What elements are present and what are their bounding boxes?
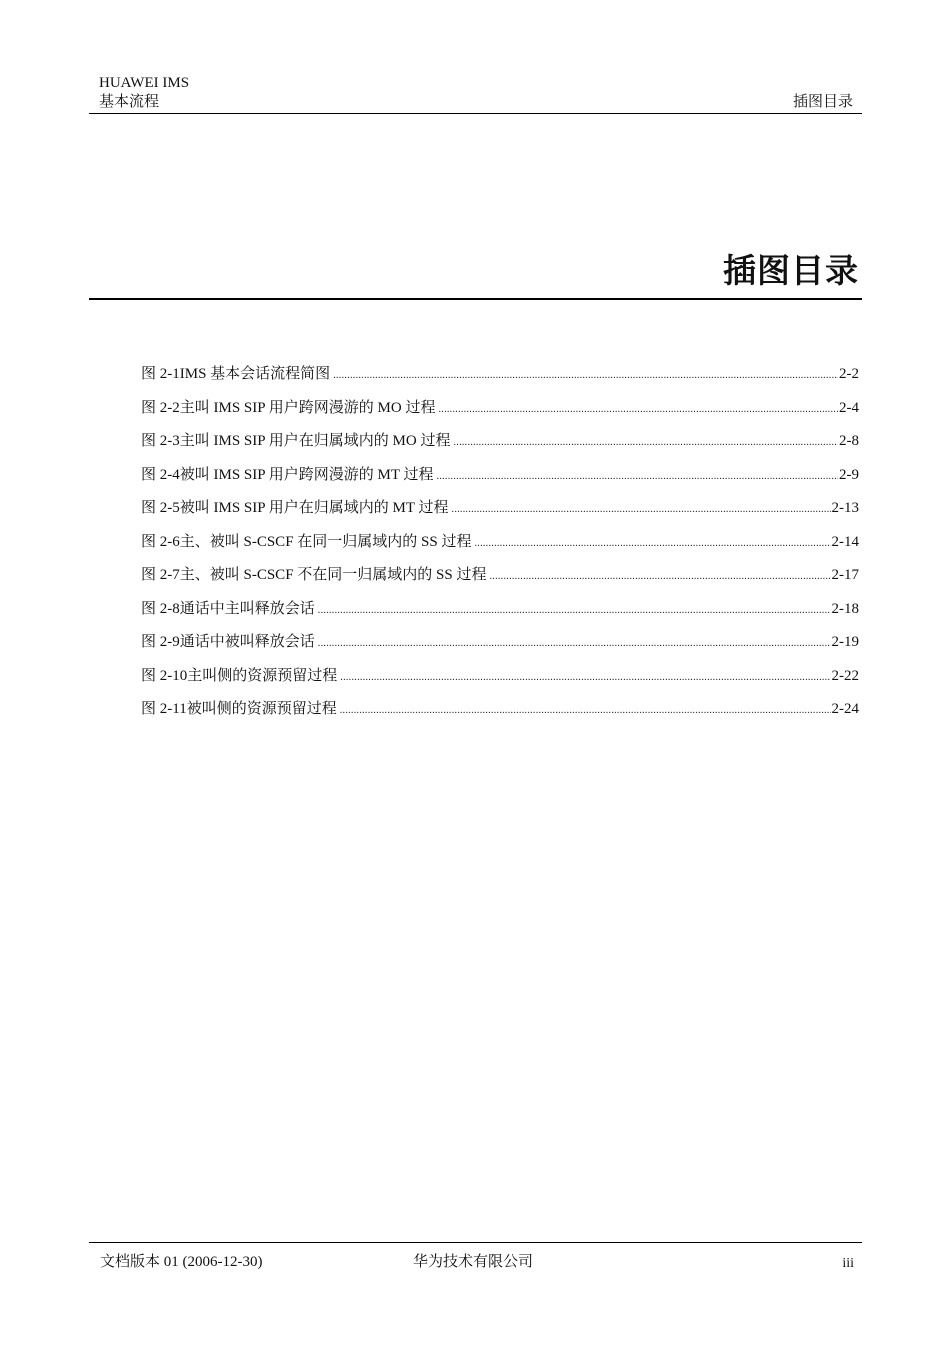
- toc-entry[interactable]: [141, 632, 859, 666]
- toc-entry-title: 被叫 IMS SIP 用户在归属域内的 MT 过程: [179, 500, 449, 516]
- toc-leader-dots: [474, 534, 830, 554]
- toc-entry[interactable]: [141, 398, 859, 432]
- toc-leader-dots: [489, 567, 830, 587]
- toc-entry[interactable]: [141, 666, 859, 700]
- toc-entry-title: 被叫侧的资源预留过程: [186, 701, 337, 717]
- toc-entry-page: 2-8: [839, 433, 859, 449]
- toc-entry[interactable]: [141, 465, 859, 499]
- toc-entry-number: 图 2-6: [141, 533, 180, 550]
- toc-leader-dots: [340, 701, 831, 721]
- toc-entry-number: 图 2-10: [141, 667, 188, 684]
- toc-entry-page: 2-22: [831, 667, 859, 684]
- header-subtitle: 基本流程: [99, 94, 160, 110]
- header-product: HUAWEI IMS: [99, 75, 190, 91]
- toc-entry-title: 主、被叫 S-CSCF 在同一归属域内的 SS 过程: [179, 533, 472, 550]
- footer-company: 华为技术有限公司: [413, 1254, 534, 1270]
- toc-entry-number: 图 2-5: [141, 500, 180, 516]
- page-title-text: 插图目录: [723, 251, 859, 290]
- toc-entry-page: 2-13: [831, 500, 859, 516]
- toc-entry[interactable]: [141, 364, 859, 398]
- figure-list: [141, 364, 859, 733]
- header-section: 插图目录: [792, 94, 853, 110]
- toc-entry-number: 图 2-2: [141, 399, 180, 416]
- toc-leader-dots: [437, 467, 838, 487]
- page-title: [89, 250, 862, 300]
- toc-entry-number: 图 2-3: [141, 433, 180, 449]
- toc-entry[interactable]: [141, 699, 859, 733]
- toc-entry-title: 通话中被叫释放会话: [179, 634, 315, 650]
- toc-entry-page: 2-19: [831, 634, 859, 650]
- toc-leader-dots: [452, 500, 831, 520]
- page-footer: [89, 1242, 862, 1273]
- toc-entry-title: IMS 基本会话流程简图: [179, 366, 331, 382]
- toc-entry-page: 2-14: [831, 533, 859, 550]
- toc-entry-number: 图 2-9: [141, 634, 180, 650]
- toc-entry-number: 图 2-4: [141, 466, 180, 483]
- toc-entry-page: 2-24: [831, 701, 859, 717]
- toc-entry-title: 主、被叫 S-CSCF 不在同一归属域内的 SS 过程: [179, 567, 487, 583]
- toc-entry-number: 图 2-11: [141, 701, 187, 717]
- toc-entry-page: 2-4: [839, 399, 859, 416]
- toc-entry-page: 2-18: [831, 600, 859, 617]
- toc-leader-dots: [333, 366, 838, 386]
- toc-leader-dots: [318, 634, 831, 654]
- toc-entry-title: 通话中主叫释放会话: [179, 600, 315, 617]
- toc-entry-title: 主叫 IMS SIP 用户在归属域内的 MO 过程: [179, 433, 451, 449]
- toc-entry-page: 2-2: [839, 366, 859, 382]
- toc-entry[interactable]: [141, 565, 859, 599]
- footer-page-number: iii: [842, 1256, 854, 1271]
- toc-entry-title: 主叫 IMS SIP 用户跨网漫游的 MO 过程: [179, 399, 436, 416]
- toc-entry-number: 图 2-8: [141, 600, 180, 617]
- page-header: [89, 74, 862, 114]
- toc-leader-dots: [438, 400, 838, 420]
- toc-leader-dots: [318, 601, 831, 621]
- toc-entry[interactable]: [141, 498, 859, 532]
- toc-leader-dots: [453, 433, 838, 453]
- toc-entry-title: 被叫 IMS SIP 用户跨网漫游的 MT 过程: [179, 466, 434, 483]
- footer-document-version: 文档版本 01 (2006-12-30): [100, 1254, 263, 1270]
- toc-entry-page: 2-9: [839, 466, 859, 483]
- toc-entry-number: 图 2-1: [141, 366, 180, 382]
- toc-entry[interactable]: [141, 431, 859, 465]
- toc-entry[interactable]: [141, 599, 859, 633]
- toc-leader-dots: [340, 668, 830, 688]
- toc-entry-title: 主叫侧的资源预留过程: [187, 667, 338, 684]
- toc-entry-page: 2-17: [831, 567, 859, 583]
- toc-entry[interactable]: [141, 532, 859, 566]
- toc-entry-number: 图 2-7: [141, 567, 180, 583]
